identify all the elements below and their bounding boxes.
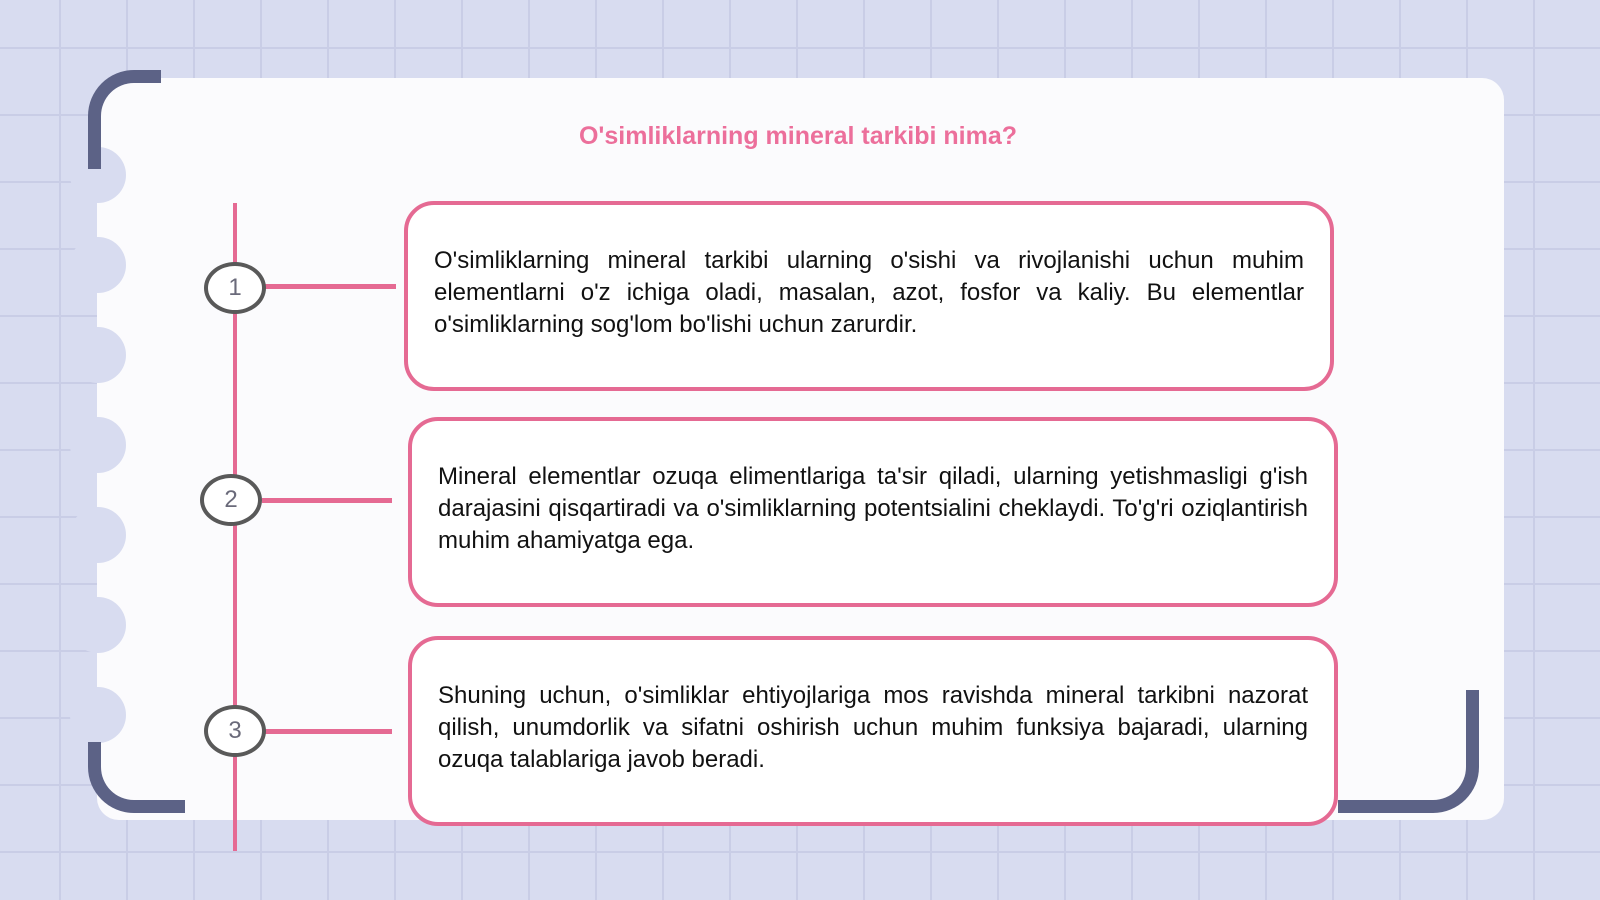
step-number-2: 2 — [200, 474, 262, 526]
info-box-1 — [404, 201, 1334, 391]
binder-notch — [70, 687, 126, 743]
binder-notch — [70, 507, 126, 563]
binder-notch — [70, 417, 126, 473]
binder-notch — [70, 237, 126, 293]
binder-notch — [70, 597, 126, 653]
info-box-3 — [408, 636, 1338, 826]
corner-bracket-bottom-right — [1338, 690, 1479, 813]
binder-notch — [70, 327, 126, 383]
step-number-1: 1 — [204, 262, 266, 314]
timeline-connector-1 — [264, 284, 396, 289]
corner-bracket-top-left — [88, 70, 161, 169]
page-title: O'simliklarning mineral tarkibi nima? — [578, 122, 1017, 150]
info-text-2: Mineral elementlar ozuqa elimentlariga ta'sir qiladi, ularning yetishmasligi g'ish darajasini qisqartiradi va o'simliklarning potentsialini cheklaydi. To'g'ri oziqlantirish muhim ahamiyatga ega. — [438, 463, 1308, 554]
step-number-3: 3 — [204, 705, 266, 757]
info-text-1: O'simliklarning mineral tarkibi ularning o'sishi va rivojlanishi uchun muhim elementlarni o'z ichiga oladi, masalan, azot, fosfor va kaliy. Bu elementlar o'simliklarning sog'lom bo'lishi uchun zarurdir. — [434, 247, 1304, 338]
timeline-connector-2 — [262, 498, 392, 503]
info-text-3: Shuning uchun, o'simliklar ehtiyojlariga mos ravishda mineral tarkibni nazorat qilish, unumdorlik va sifatni oshirish uchun muhim funksiya bajaradi, ularning ozuqa talablariga javob beradi. — [438, 682, 1308, 773]
timeline-connector-3 — [264, 729, 392, 734]
info-box-2 — [408, 417, 1338, 607]
